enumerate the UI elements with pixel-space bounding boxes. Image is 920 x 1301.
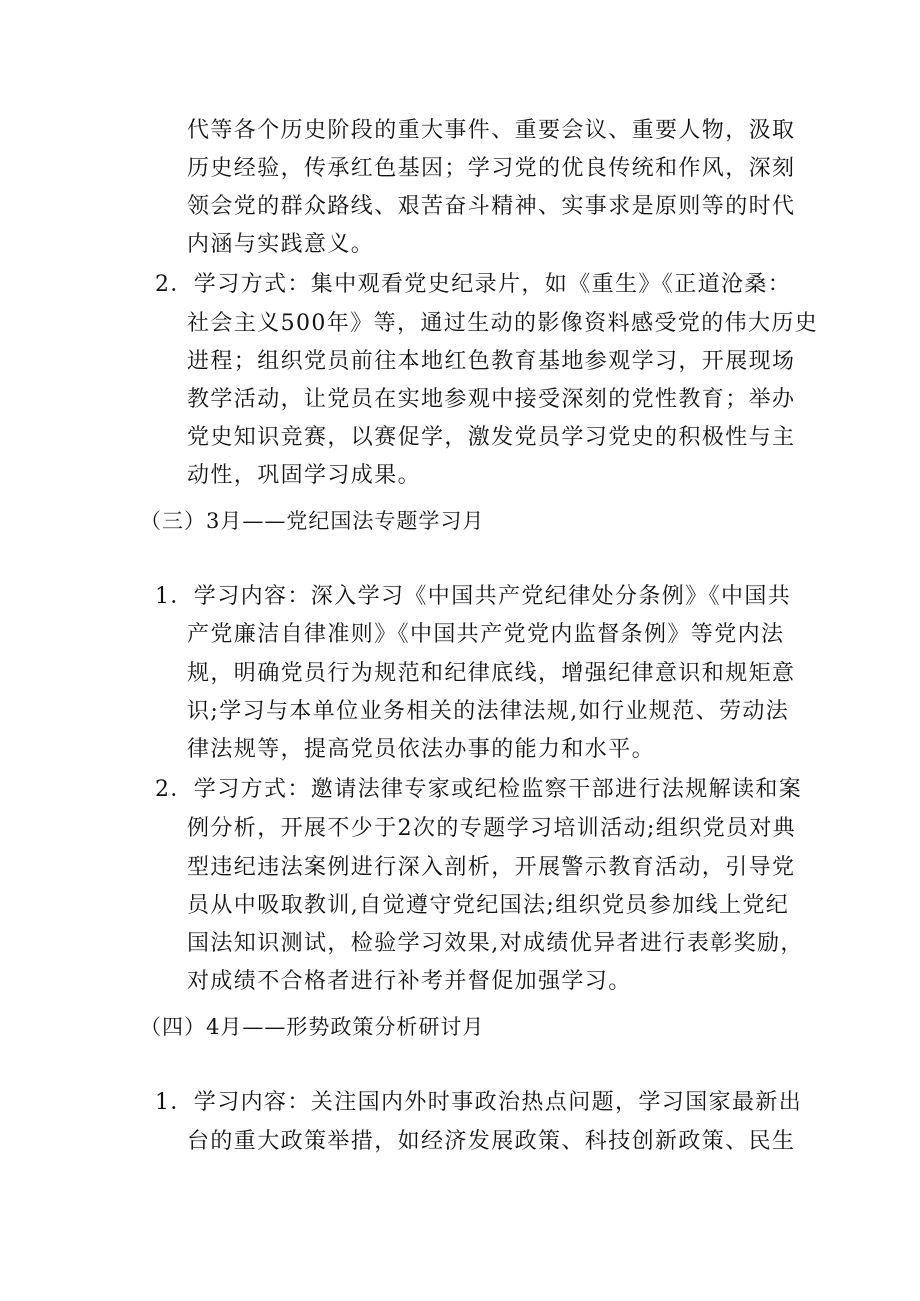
text-line: 代等各个历史阶段的重大事件、重要会议、重要人物，汲取 xyxy=(187,118,796,143)
text-line: 规，明确党员行为规范和纪律底线，增强纪律意识和规矩意 xyxy=(187,661,796,686)
text-line: 内涵与实践意义。 xyxy=(187,232,375,257)
text-line: 2．学习方式：邀请法律专家或纪检监察干部进行法规解读和案 xyxy=(155,777,803,802)
text-line: 型违纪违法案例进行深入剖析，开展警示教育活动，引导党 xyxy=(187,855,796,880)
text-line: 动性，巩固学习成果。 xyxy=(187,463,422,488)
text-line: 党史知识竞赛，以赛促学，激发党员学习党史的积极性与主 xyxy=(187,425,796,450)
section-heading-march: （三）3月——党纪国法专题学习月 xyxy=(140,509,485,533)
text-line: 2．学习方式：集中观看党史纪录片，如《重生》《正道沧桑： xyxy=(155,272,792,297)
text-line: 教学活动，让党员在实地参观中接受深刻的党性教育；举办 xyxy=(187,387,796,412)
text-line: 台的重大政策举措，如经济发展政策、科技创新政策、民生 xyxy=(187,1129,796,1154)
text-line: 进程；组织党员前往本地红色教育基地参观学习，开展现场 xyxy=(187,349,796,374)
text-line: 1．学习内容：关注国内外时事政治热点问题，学习国家最新出 xyxy=(155,1090,803,1115)
text-line: 员从中吸取教训,自觉遵守党纪国法;组织党员参加线上党纪 xyxy=(187,893,790,918)
text-line: 例分析，开展不少于2次的专题学习培训活动;组织党员对典 xyxy=(187,816,797,841)
text-line: 国法知识测试，检验学习效果,对成绩优异者进行表彰奖励， xyxy=(187,931,804,956)
text-line: 社会主义500年》等，通过生动的影像资料感受党的伟大历史 xyxy=(187,311,819,336)
text-line: 律法规等，提高党员依法办事的能力和水平。 xyxy=(187,737,656,762)
text-line: 产党廉洁自律准则》《中国共产党党内监督条例》等党内法 xyxy=(187,622,785,647)
text-line: 1．学习内容：深入学习《中国共产党纪律处分条例》《中国共 xyxy=(155,584,792,609)
section-heading-april: （四）4月——形势政策分析研讨月 xyxy=(140,1015,485,1039)
text-line: 对成绩不合格者进行补考并督促加强学习。 xyxy=(187,969,632,994)
text-line: 领会党的群众路线、艰苦奋斗精神、实事求是原则等的时代 xyxy=(187,194,796,219)
text-line: 历史经验，传承红色基因；学习党的优良传统和作风，深刻 xyxy=(187,156,796,181)
text-line: 识;学习与本单位业务相关的法律法规,如行业规范、劳动法 xyxy=(187,699,790,724)
